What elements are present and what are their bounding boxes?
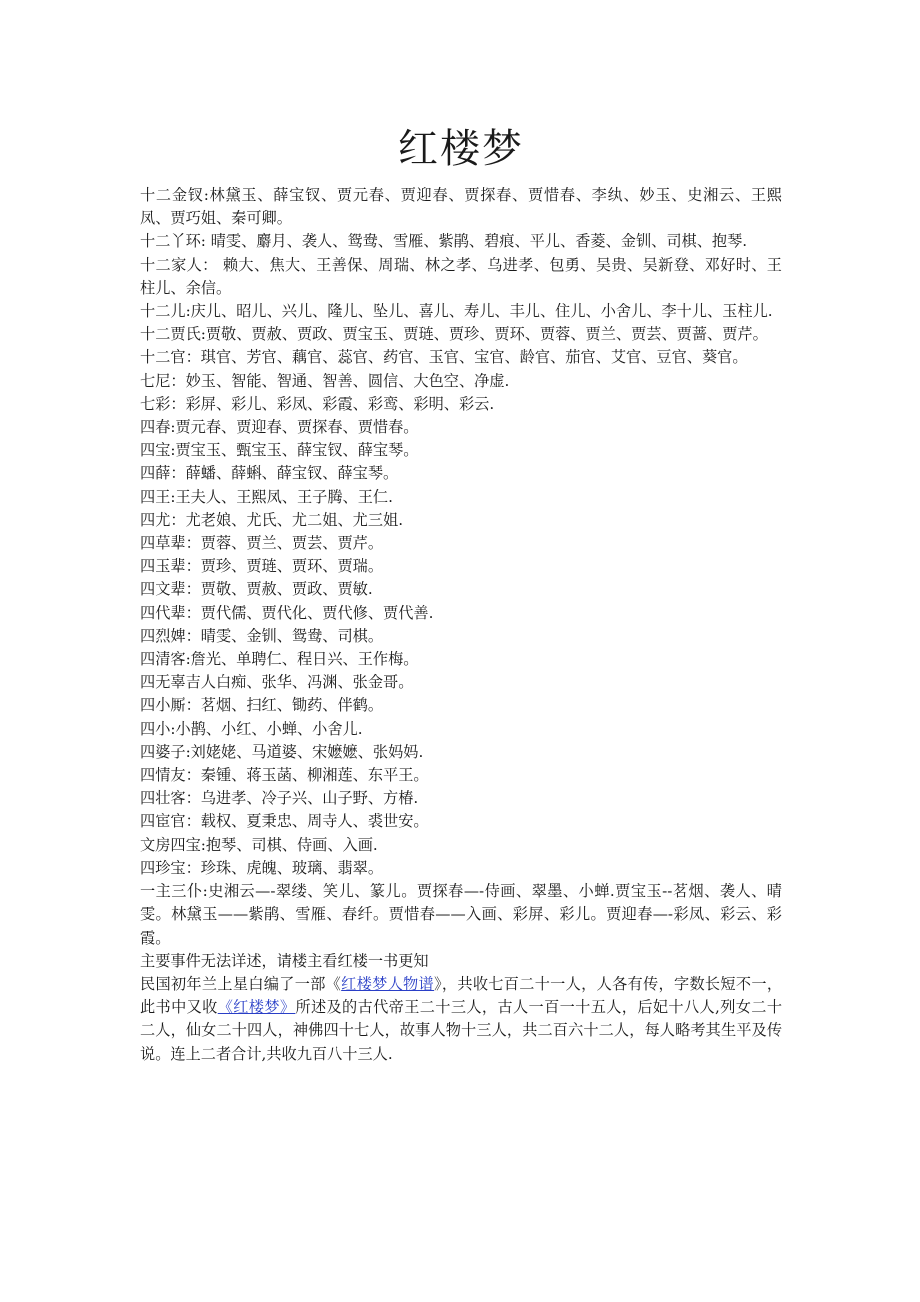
link-hongloumeng-renwupu[interactable]: 红楼梦人物谱 [341, 974, 434, 993]
paragraph-four-bao: 四宝:贾宝玉、甄宝玉、薛宝钗、薛宝琴。 [140, 441, 419, 460]
document-body [140, 184, 782, 1066]
paragraph-main-events: 主要事件无法详述，请楼主看红楼一书更知 [140, 951, 429, 970]
paragraph-twelve-jia: 十二贾氏:贾敬、贾赦、贾政、贾宝玉、贾琏、贾珍、贾环、贾蓉、贾兰、贾芸、贾蔷、贾芹。 [140, 325, 768, 344]
final-text-part3: 所述及的古代帝王二十三人，古人一百一十五人，后妃十八人,列女二十二人，仙女二十四人，神佛四十七人，故事人物十三人，共二百六十二人，每人略考其生平及传说。连上二者合计,共收九百八十三人. [140, 998, 783, 1063]
paragraph-twelve-maids: 十二丫环: 晴雯、麝月、袭人、鸳鸯、雪雁、紫鹃、碧痕、平儿、香菱、金钏、司棋、抱琴. [140, 232, 748, 251]
link-hongloumeng[interactable]: 《红楼梦》 [217, 998, 296, 1017]
paragraph-four-pozi: 四婆子:刘姥姥、马道婆、宋嬷嬷、张妈妈. [140, 742, 424, 761]
paragraph-four-yu: 四玉辈：贾珍、贾琏、贾环、贾瑞。 [140, 557, 383, 576]
paragraph-twelve-jinchai: 十二金钗:林黛玉、薛宝钗、贾元春、贾迎春、贾探春、贾惜春、李纨、妙玉、史湘云、王熙凤、贾巧姐、秦可卿。 [140, 186, 782, 228]
paragraph-twelve-servants: 十二家人： 赖大、焦大、王善保、周瑞、林之孝、乌进孝、包勇、吴贵、吴新登、邓好时、王柱儿、余信。 [140, 255, 782, 297]
document-page [140, 120, 782, 1066]
paragraph-four-xiao: 四小:小鹊、小红、小蝉、小舍儿. [140, 719, 363, 738]
final-text-part1: 民国初年兰上星白编了一部《 [140, 974, 342, 993]
paragraph-seven-cai: 七彩：彩屏、彩儿、彩凤、彩霞、彩鸾、彩明、彩云. [140, 394, 495, 413]
paragraph-four-lie-bi: 四烈婢：晴雯、金钏、鸳鸯、司棋。 [140, 626, 383, 645]
paragraph-four-xiao-si: 四小厮：茗烟、扫红、锄药、伴鹤。 [140, 696, 383, 715]
paragraph-four-qing-ke: 四清客:詹光、单聘仁、程日兴、王作梅。 [140, 650, 419, 669]
paragraph-four-dai: 四代辈：贾代儒、贾代化、贾代修、贾代善. [140, 603, 434, 622]
paragraph-wen-fang-si-bao: 文房四宝:抱琴、司棋、侍画、入画. [140, 835, 378, 854]
paragraph-four-you: 四尤：尤老娘、尤氏、尤二姐、尤三姐. [140, 510, 404, 529]
paragraph-seven-nuns: 七尼：妙玉、智能、智通、智善、圆信、大色空、净虚. [140, 371, 510, 390]
paragraph-four-zhuang-ke: 四壮客：乌进孝、冷子兴、山子野、方椿. [140, 789, 419, 808]
paragraph-four-wang: 四王:王夫人、王熙凤、王子腾、王仁. [140, 487, 393, 506]
paragraph-four-cao: 四草辈：贾蓉、贾兰、贾芸、贾芹。 [140, 534, 383, 553]
paragraph-four-qing-you: 四情友：秦锺、蒋玉菡、柳湘莲、东平王。 [140, 766, 429, 785]
paragraph-four-treasures: 四珍宝：珍珠、虎魄、玻璃、翡翠。 [140, 858, 383, 877]
paragraph-four-chun: 四春:贾元春、贾迎春、贾探春、贾惜春。 [140, 418, 419, 437]
paragraph-four-huan-guan: 四宦官：载权、夏秉忠、周寺人、裘世安。 [140, 812, 429, 831]
final-text-part2: 》，共收七百二十一人，人各有传，字数长短不一，此书中又收 [140, 974, 783, 1017]
paragraph-four-wen: 四文辈：贾敬、贾赦、贾政、贾敏. [140, 580, 373, 599]
paragraph-one-master-three-servants: 一主三仆:史湘云—-翠缕、笑儿、篆儿。贾探春—-侍画、翠墨、小蝉.贾宝玉--茗烟、袭人、晴雯。林黛玉——紫鹃、雪雁、春纤。贾惜春——入画、彩屏、彩儿。贾迎春—-彩凤、彩云、彩霞。 [140, 882, 782, 947]
paragraph-twelve-guan: 十二官：琪官、芳官、藕官、蕊官、药官、玉官、宝官、龄官、茄官、艾官、豆官、葵官。 [140, 348, 748, 367]
document-title: 红楼梦 [398, 126, 524, 172]
paragraph-four-wu-gu: 四无辜吉人白痴、张华、冯渊、张金哥。 [140, 673, 414, 692]
paragraph-renwu-pu [140, 973, 782, 1066]
paragraph-four-xue: 四薛：薛蟠、薛蝌、薛宝钗、薛宝琴。 [140, 464, 399, 483]
paragraph-twelve-er: 十二儿:庆儿、昭儿、兴儿、隆儿、坠儿、喜儿、寿儿、丰儿、住儿、小舍儿、李十儿、玉柱儿. [140, 302, 773, 321]
